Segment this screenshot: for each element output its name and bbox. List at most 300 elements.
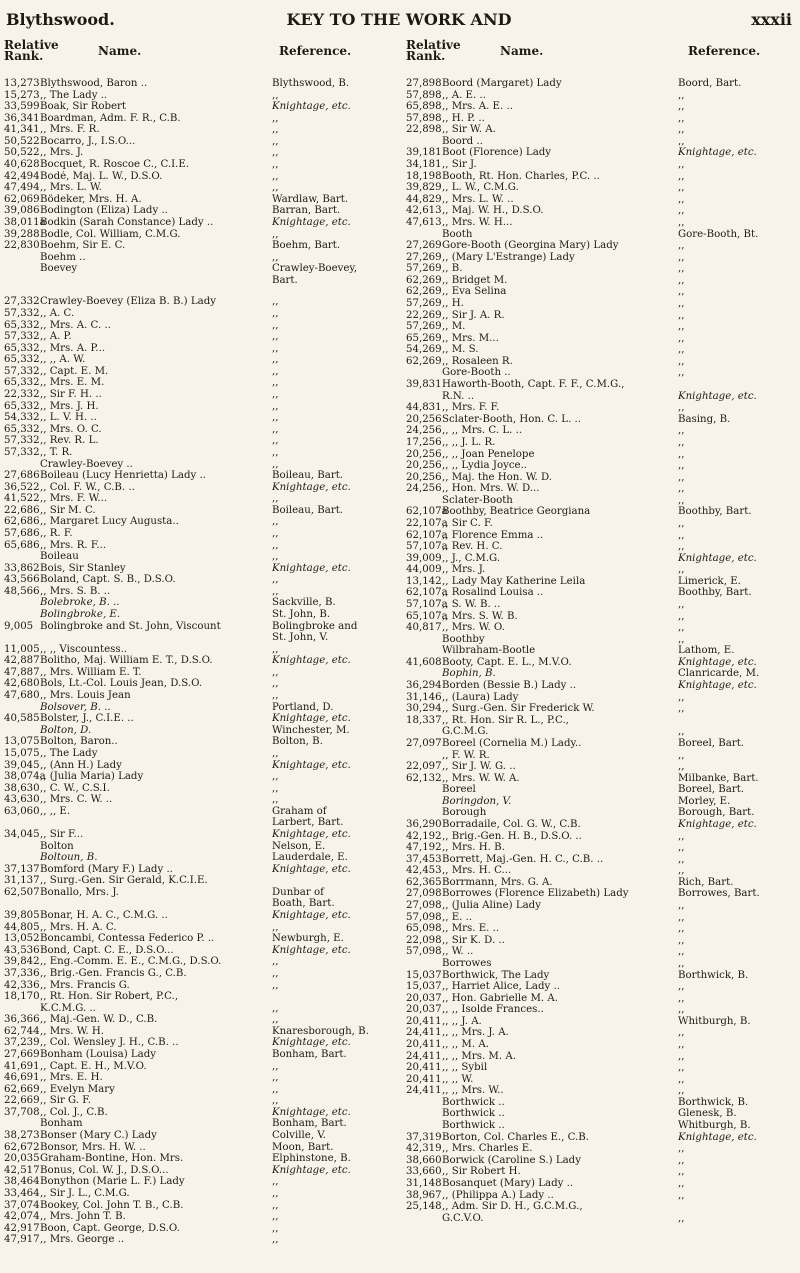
entry-row	[406, 831, 796, 843]
name-cell: ,, Col. F. W., C.B. ..	[40, 481, 135, 493]
name-cell: Bolton, Baron..	[40, 736, 118, 748]
entry-row	[4, 945, 396, 957]
name-cell: ,, T. R.	[40, 446, 73, 458]
entry-row	[406, 217, 796, 229]
reference-cell: Milbanke, Bart.	[678, 772, 759, 784]
rank-cell: 27,098	[406, 888, 442, 900]
reference-cell: ,,	[272, 747, 279, 759]
rank-cell: 31,137	[4, 875, 40, 887]
name-cell: ,, ,, Joan Penelope	[442, 448, 535, 460]
rank-cell: 20,037	[406, 992, 442, 1004]
entry-row	[406, 1027, 796, 1039]
reference-cell: ,,	[678, 89, 685, 101]
name-cell: Bolitho, Maj. William E. T., D.S.O.	[40, 655, 213, 667]
rank-cell: 27,898	[406, 78, 442, 89]
reference-cell: ,,	[272, 527, 279, 539]
name-cell: Crawley-Boevey ..	[40, 458, 133, 470]
entry-row	[406, 587, 796, 599]
entry-row	[406, 333, 796, 345]
name-cell: Bolster, J., C.I.E. ..	[40, 713, 134, 725]
entry-row	[4, 574, 396, 586]
reference-cell: ,,	[272, 1199, 279, 1211]
reference-cell: ,,	[678, 529, 685, 541]
page-header	[6, 10, 792, 34]
entry-row	[406, 935, 796, 947]
entry-row	[406, 912, 796, 924]
reference-cell: ,,	[678, 517, 685, 529]
rank-cell: 57,269	[406, 263, 442, 275]
entry-row	[4, 308, 396, 320]
rank-cell: 42,613	[406, 205, 442, 217]
reference-cell: ,,	[272, 782, 279, 794]
rank-cell: 47,494	[4, 182, 40, 194]
rank-cell: 62,269	[406, 286, 442, 298]
name-cell: ,, Sir W. A.	[442, 124, 496, 136]
entry-row	[406, 993, 796, 1005]
name-cell: Borradaile, Col. G. W., C.B.	[442, 819, 581, 830]
reference-cell: Colville, V.	[272, 1130, 327, 1142]
entry-row	[406, 1201, 796, 1213]
rank-cell: 31,148	[406, 1177, 442, 1189]
entry-row	[4, 783, 396, 795]
name-cell: ,, Mrs. A. E. ..	[442, 101, 513, 113]
entry-row	[4, 771, 396, 783]
reference-cell: ,,	[678, 541, 685, 553]
entry-row	[4, 90, 396, 102]
reference-cell: ,,	[678, 923, 685, 935]
rank-cell: 24,411	[406, 1050, 442, 1062]
entry-row	[4, 194, 396, 206]
name-cell: ,, Sir J. L., C.M.G.	[40, 1187, 130, 1199]
entry-row	[4, 702, 396, 714]
name-cell: ,, Brig.-Gen. H. B., D.S.O. ..	[442, 830, 582, 842]
name-cell: Wilbraham-Bootle	[442, 645, 536, 657]
name-cell: ,, A. C.	[40, 307, 75, 319]
entry-row	[4, 1118, 396, 1130]
name-cell: Boehm ..	[40, 251, 86, 263]
rank-cell: 47,192	[406, 842, 442, 854]
reference-cell: ,,	[272, 539, 279, 551]
entry-row	[4, 922, 396, 934]
name-cell: ,, ,, J. A.	[442, 1015, 482, 1027]
rank-cell: 62,507	[4, 886, 40, 898]
entry-row	[4, 1037, 396, 1049]
rank-cell: 34,181	[406, 159, 442, 171]
reference-cell: Knightage, etc.	[272, 1164, 351, 1176]
reference-heading: Reference.	[688, 44, 761, 58]
right-column	[406, 38, 796, 1224]
reference-cell: Knightage, etc.	[272, 944, 351, 956]
reference-cell: Boileau, Bart.	[272, 470, 344, 482]
rank-cell: 57,098	[406, 911, 442, 923]
reference-cell: Rich, Bart.	[678, 876, 734, 888]
name-cell: ,, Florence Emma ..	[442, 529, 544, 541]
name-cell: G.C.V.O.	[442, 1212, 484, 1224]
entry-row	[406, 668, 796, 680]
entry-row	[4, 829, 396, 841]
reference-cell: Bolingbroke and	[272, 620, 358, 632]
rank-cell: 42,074	[4, 1211, 40, 1223]
name-cell: Boak, Sir Robert	[40, 101, 127, 113]
rank-cell: 41,691	[4, 1060, 40, 1072]
reference-cell: Knightage, etc.	[272, 562, 351, 574]
reference-cell: Nelson, E.	[272, 840, 326, 852]
entry-row	[4, 875, 396, 887]
name-cell: ,, Maj. the Hon. W. D.	[442, 471, 553, 483]
entry-row	[406, 970, 796, 982]
entry-row	[4, 933, 396, 945]
rank-cell: 57,332	[4, 307, 40, 319]
rank-cell: 62,365	[406, 876, 442, 888]
reference-cell: Knightage, etc.	[272, 101, 351, 113]
name-cell: ,, Mrs. J. H.	[40, 400, 99, 412]
reference-cell: Lathom, E.	[678, 645, 735, 657]
rank-cell: 57,332	[4, 446, 40, 458]
rank-cell: 24,411	[406, 1027, 442, 1039]
reference-cell: Borthwick, B.	[678, 1096, 749, 1108]
rank-cell: 65,332	[4, 354, 40, 366]
reference-cell: ,,	[272, 159, 279, 171]
name-cell: Borrmann, Mrs. G. A.	[442, 876, 553, 888]
reference-cell: Portland, D.	[272, 701, 334, 713]
reference-cell: ,,	[272, 435, 279, 447]
name-cell: Blythswood, Baron ..	[40, 78, 148, 89]
entry-row	[406, 877, 796, 889]
reference-cell: ,,	[678, 182, 685, 194]
name-cell: ,, Lady May Katherine Leila	[442, 575, 586, 587]
rank-cell: 42,192	[406, 830, 442, 842]
reference-cell: ,,	[272, 690, 279, 702]
entry-row	[4, 563, 396, 575]
entry-row	[4, 1234, 396, 1246]
rank-cell: 15,037	[406, 969, 442, 981]
name-cell: ,, Mrs. R. F...	[40, 539, 107, 551]
entry-row	[406, 726, 796, 738]
left-column	[4, 38, 396, 1246]
entry-row	[4, 493, 396, 505]
reference-cell: Borrowes, Bart.	[678, 888, 760, 900]
name-cell: Bodé, Maj. L. W., D.S.O.	[40, 170, 163, 182]
entry-row	[4, 817, 396, 829]
reference-cell: ,,	[272, 124, 279, 136]
reference-cell: Boreel, Bart.	[678, 784, 745, 796]
name-cell: Boothby	[442, 633, 485, 645]
reference-cell: Newburgh, E.	[272, 933, 344, 945]
rank-cell: 27,686	[4, 470, 40, 482]
entry-row	[4, 725, 396, 737]
name-cell: ,, Mrs. S. B. ..	[40, 585, 111, 597]
rank-cell: 25,148	[406, 1201, 442, 1213]
name-cell: Boltoun, B.	[40, 852, 98, 864]
name-cell: ,, Sir Robert H.	[442, 1166, 521, 1178]
rank-cell: 22,669	[4, 1095, 40, 1107]
entry-row	[4, 1003, 396, 1015]
rank-cell: 44,829	[406, 193, 442, 205]
name-cell: Bolingbroke, E.	[40, 609, 121, 621]
entry-row	[406, 240, 796, 252]
rank-cell: 37,453	[406, 853, 442, 865]
rank-cell: 39,288	[4, 228, 40, 240]
entry-row	[4, 182, 396, 194]
column-headings	[4, 38, 396, 78]
reference-cell: Boreel, Bart.	[678, 737, 745, 749]
name-cell: ,, Maj.-Gen. W. D., C.B.	[40, 1014, 158, 1026]
reference-cell: ,,	[678, 1038, 685, 1050]
name-cell: ,, Sir F. H. ..	[40, 389, 102, 401]
entry-row	[4, 354, 396, 366]
reference-cell: Boehm, Bart.	[272, 240, 341, 252]
rank-cell: 9,005	[4, 620, 34, 632]
rank-cell: 37,319	[406, 1131, 442, 1143]
name-cell: ,, Rev. H. C.	[442, 541, 503, 553]
name-cell: ,, (Mary L'Estrange) Lady	[442, 251, 575, 263]
entry-row	[406, 1085, 796, 1097]
rank-cell: 20,035	[4, 1153, 40, 1165]
entry-row	[406, 599, 796, 611]
rank-cell: 37,239	[4, 1037, 40, 1049]
name-cell: Bolton, D.	[40, 724, 92, 736]
entry-row	[4, 217, 396, 229]
rank-cell: 20,256	[406, 460, 442, 472]
reference-cell: ,,	[678, 240, 685, 252]
rank-cell: 57,898	[406, 89, 442, 101]
rank-cell: 65,898	[406, 101, 442, 113]
rank-cell: 47,887	[4, 666, 40, 678]
reference-cell: ,,	[678, 170, 685, 182]
reference-cell: ,,	[272, 400, 279, 412]
reference-cell: ,,	[678, 101, 685, 113]
name-cell: ,, F. W. R.	[442, 749, 490, 761]
name-cell: Boland, Capt. S. B., D.S.O.	[40, 574, 176, 586]
reference-cell: ,,	[272, 1095, 279, 1107]
reference-cell: ,,	[272, 1060, 279, 1072]
entry-row	[4, 1095, 396, 1107]
reference-cell: ,,	[272, 921, 279, 933]
reference-cell: ,,	[272, 956, 279, 968]
entry-row	[4, 528, 396, 540]
rank-cell: 18,170	[4, 991, 40, 1003]
rank-cell: 22,107a	[406, 517, 448, 529]
name-cell: Bond, Capt. C. E., D.S.O...	[40, 944, 174, 956]
name-cell: ,, Surg.-Gen. Sir Frederick W.	[442, 703, 595, 715]
reference-cell: ,,	[678, 216, 685, 228]
reference-cell: ,,	[678, 900, 685, 912]
entry-row	[4, 505, 396, 517]
name-cell: Boord (Margaret) Lady	[442, 78, 562, 89]
rank-cell: 13,142	[406, 575, 442, 587]
rank-cell: 22,830	[4, 240, 40, 252]
rank-cell: 36,366	[4, 1014, 40, 1026]
name-cell: ,, R. F.	[40, 527, 73, 539]
rank-cell: 27,669	[4, 1048, 40, 1060]
rank-cell: 38,464	[4, 1176, 40, 1188]
reference-cell: ,,	[272, 1211, 279, 1223]
entry-row	[4, 320, 396, 332]
entry-row	[406, 1108, 796, 1120]
reference-cell: ,,	[272, 377, 279, 389]
name-cell: ,, Rt. Hon. Sir R. L., P.C.,	[442, 714, 569, 726]
rank-cell: 47,917	[4, 1234, 40, 1246]
rank-cell: 40,628	[4, 159, 40, 171]
name-cell: ,, ,, Isolde Frances..	[442, 1004, 544, 1016]
entry-row	[4, 1142, 396, 1154]
entry-row	[406, 715, 796, 727]
rank-cell: 62,107a	[406, 529, 448, 541]
reference-cell: ,,	[272, 182, 279, 194]
reference-cell: ,,	[272, 228, 279, 240]
name-cell: ,, M.	[442, 321, 466, 333]
entry-row	[4, 1026, 396, 1038]
rank-cell: 57,332	[4, 365, 40, 377]
reference-cell: ,,	[272, 1083, 279, 1095]
rank-cell: 33,599	[4, 101, 40, 113]
reference-cell: ,,	[678, 286, 685, 298]
rank-cell: 41,341	[4, 124, 40, 136]
rank-cell: 40,817	[406, 622, 442, 634]
rank-cell: 57,269	[406, 297, 442, 309]
rank-cell: 37,074	[4, 1199, 40, 1211]
reference-cell: Morley, E.	[678, 795, 731, 807]
name-cell: Booty, Capt. E. L., M.V.O.	[442, 656, 572, 668]
name-cell: ,, A. P.	[40, 331, 72, 343]
reference-cell: Bolton, B.	[272, 736, 323, 748]
entry-row	[406, 611, 796, 623]
rank-cell: 36,290	[406, 819, 442, 830]
name-cell: Borwick (Caroline S.) Lady	[442, 1154, 581, 1166]
reference-cell: Knightage, etc.	[272, 1106, 351, 1118]
rank-cell: 20,411	[406, 1073, 442, 1085]
name-cell: ,, ,, Lydia Joyce..	[442, 460, 528, 472]
rank-cell: 27,269	[406, 240, 442, 252]
name-cell: ,, (Julia Maria) Lady	[40, 771, 144, 783]
reference-cell: ,,	[678, 622, 685, 634]
entry-row	[406, 645, 796, 657]
entry-row	[406, 703, 796, 715]
reference-cell: Elphinstone, B.	[272, 1153, 351, 1165]
reference-cell: Moon, Bart.	[272, 1141, 334, 1153]
entry-row	[406, 657, 796, 669]
reference-cell: Bonham, Bart.	[272, 1118, 347, 1130]
entry-row	[406, 310, 796, 322]
reference-cell: ,,	[272, 666, 279, 678]
rank-cell: 65,098	[406, 923, 442, 935]
rank-cell: 48,566	[4, 585, 40, 597]
reference-cell: ,,	[678, 251, 685, 263]
reference-cell: ,,	[272, 354, 279, 366]
rank-cell: 57,686	[4, 527, 40, 539]
name-cell: ,, E. ..	[442, 911, 473, 923]
reference-cell: ,,	[678, 205, 685, 217]
name-cell: Boreel (Cornelia M.) Lady..	[442, 737, 582, 749]
entry-row	[4, 690, 396, 702]
rank-cell: 34,045	[4, 829, 40, 840]
entry-row	[4, 1014, 396, 1026]
entry-row	[4, 412, 396, 424]
name-cell: ,, Mrs. O. C.	[40, 423, 102, 435]
rank-cell: 57,107a	[406, 541, 448, 553]
rank-cell: 39,829	[406, 182, 442, 194]
reference-cell: ,,	[272, 1014, 279, 1026]
reference-cell: Boothby, Bart.	[678, 506, 752, 518]
name-cell: ,, Sir J.	[442, 159, 477, 171]
entry-row	[4, 956, 396, 968]
name-cell: ,, Col. Wensley J. H., C.B. ..	[40, 1037, 179, 1049]
entry-row	[406, 634, 796, 646]
name-cell: ,, ,, E.	[40, 805, 71, 817]
reference-cell: ,,	[272, 1002, 279, 1014]
name-cell: ,, Mrs. E. M.	[40, 377, 105, 389]
entry-row	[4, 275, 396, 287]
rank-cell: 44,805	[4, 921, 40, 933]
entry-row	[4, 736, 396, 748]
name-cell: ,, The Lady	[40, 747, 98, 759]
name-cell: ,, ,, A. W.	[40, 354, 86, 366]
reference-cell: Knightage, etc.	[678, 552, 757, 564]
reference-cell: ,,	[678, 865, 685, 877]
name-cell: ,, Mrs. A. P...	[40, 342, 106, 354]
rank-cell: 22,098	[406, 934, 442, 946]
entry-row	[4, 205, 396, 217]
reference-cell: ,,	[678, 263, 685, 275]
name-cell: ,, H. P. ..	[442, 112, 485, 124]
reference-cell: Winchester, M.	[272, 724, 350, 736]
entry-row	[406, 1166, 796, 1178]
reference-cell: Knaresborough, B.	[272, 1025, 369, 1037]
reference-cell: Borough, Bart.	[678, 807, 755, 819]
reference-cell: ,,	[678, 911, 685, 923]
entry-row	[4, 910, 396, 922]
entry-row	[406, 147, 796, 159]
rank-cell: 24,256	[406, 425, 442, 437]
entry-row	[4, 470, 396, 482]
entry-row	[4, 78, 396, 90]
rank-cell: 44,009	[406, 564, 442, 576]
entry-row	[406, 888, 796, 900]
entry-row	[4, 655, 396, 667]
name-cell: Bois, Sir Stanley	[40, 562, 126, 574]
name-cell: Sclater-Booth	[442, 494, 513, 506]
name-cell: Bocquet, R. Roscoe C., C.I.E.	[40, 159, 190, 171]
name-cell: Boevey	[40, 263, 78, 275]
name-cell: ,, S. W. B. ..	[442, 599, 501, 611]
name-cell: ,, Mrs. W. H.	[40, 1025, 105, 1037]
entry-row	[4, 1223, 396, 1235]
name-cell: Boncambi, Contessa Federico P. ..	[40, 933, 215, 945]
reference-cell: Bonham, Bart.	[272, 1048, 347, 1060]
rank-cell: 38,074a	[4, 771, 46, 783]
rank-cell: 22,686	[4, 504, 40, 516]
entry-row	[406, 900, 796, 912]
reference-cell: ,,	[678, 1027, 685, 1039]
name-cell: Booth	[442, 228, 473, 240]
reference-cell: Knightage, etc.	[678, 390, 757, 402]
entry-row	[406, 1120, 796, 1132]
reference-cell: ,,	[678, 957, 685, 969]
reference-cell: ,,	[678, 853, 685, 865]
reference-cell: Knightage, etc.	[272, 863, 351, 875]
reference-cell: ,,	[272, 794, 279, 806]
rank-cell: 39,086	[4, 205, 40, 217]
entry-row	[4, 296, 396, 308]
rank-cell: 63,060	[4, 805, 40, 817]
reference-cell: ,,	[678, 425, 685, 437]
entry-row	[4, 1061, 396, 1073]
name-cell: Boileau (Lucy Henrietta) Lady ..	[40, 470, 206, 482]
name-cell: ,, Mrs. John T. B.	[40, 1211, 126, 1223]
reference-cell: ,,	[678, 633, 685, 645]
name-cell: ,, J., C.M.G.	[442, 552, 501, 564]
reference-cell: ,,	[272, 979, 279, 991]
